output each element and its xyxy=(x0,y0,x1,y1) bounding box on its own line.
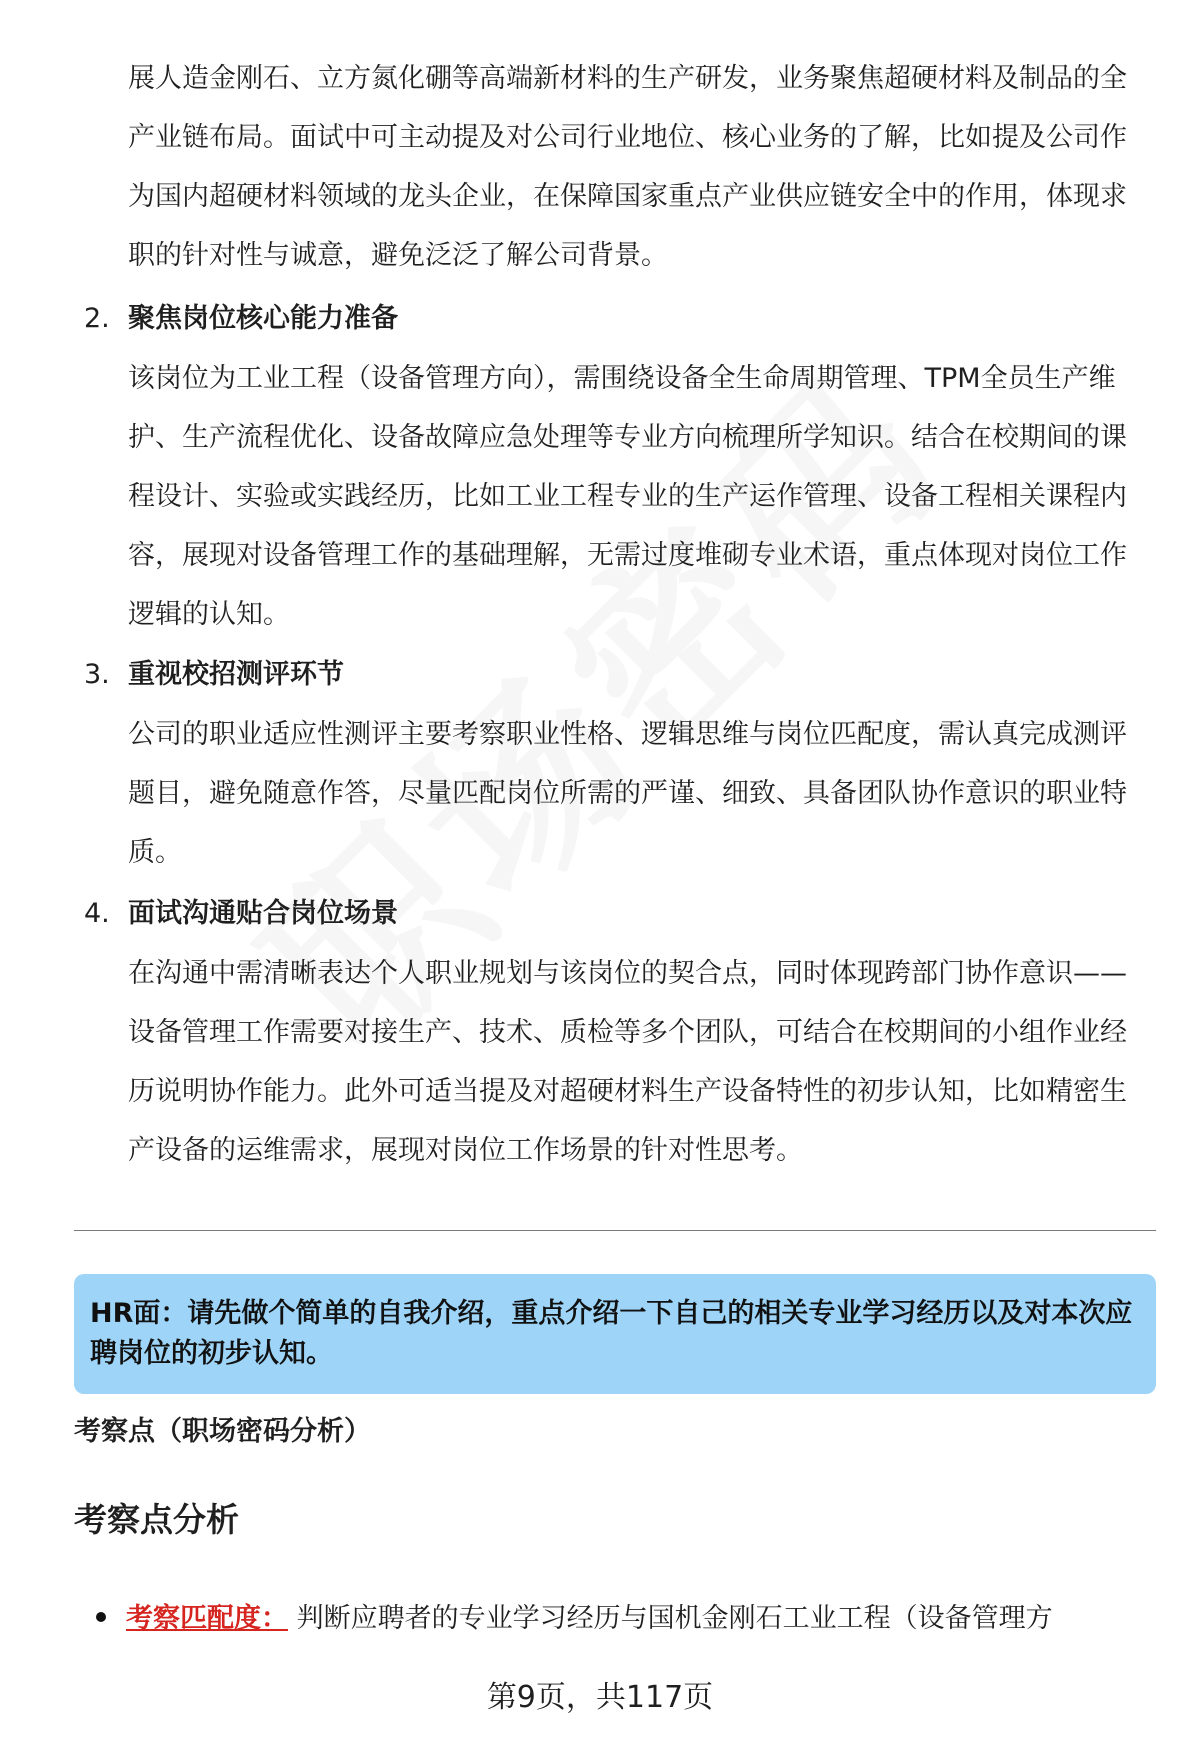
question-box: HR面：请先做个简单的自我介绍，重点介绍一下自己的相关专业学习经历以及对本次应聘岗位的初步认知。 xyxy=(74,1274,1156,1394)
list-item-body-3: 公司的职业适应性测评主要考察职业性格、逻辑思维与岗位匹配度，需认真完成测评题目，避免随意作答，尽量匹配岗位所需的严谨、细致、具备团队协作意识的职业特质。 xyxy=(128,719,1127,868)
sub-label: 考察点（职场密码分析） xyxy=(74,1416,371,1447)
bullet-item xyxy=(96,1599,1156,1639)
list-number: 2. xyxy=(84,303,110,334)
heading-text: 聚焦岗位核心能力准备 xyxy=(128,303,398,334)
list-item-heading-2 xyxy=(84,299,398,339)
section-divider xyxy=(74,1230,1156,1231)
list-number: 3. xyxy=(84,659,110,690)
bullet-label: 考察匹配度： xyxy=(126,1603,288,1634)
list-item-heading-4 xyxy=(84,894,398,934)
list-item-body-2: 该岗位为工业工程（设备管理方向），需围绕设备全生命周期管理、TPM全员生产维护、生产流程优化、设备故障应急处理等专业方向梳理所学知识。结合在校期间的课程设计、实验或实践经历，比如工业工程专业的生产运作管理、设备工程相关课程内容，展现对设备管理工作的基础理解，无需过度堆砌专业术语，重点体现对岗位工作逻辑的认知。 xyxy=(128,363,1127,630)
section-title: 考察点分析 xyxy=(74,1500,239,1539)
list-number: 4. xyxy=(84,898,110,929)
list-item-body-4: 在沟通中需清晰表达个人职业规划与该岗位的契合点，同时体现跨部门协作意识——设备管理工作需要对接生产、技术、质检等多个团队，可结合在校期间的小组作业经历说明协作能力。此外可适当提及对超硬材料生产设备特性的初步认知，比如精密生产设备的运维需求，展现对岗位工作场景的针对性思考。 xyxy=(128,958,1127,1166)
bullet-dot-icon xyxy=(96,1612,106,1622)
list-item-heading-3 xyxy=(84,655,344,695)
page-footer: 第9页，共117页 xyxy=(486,1680,714,1715)
heading-text: 面试沟通贴合岗位场景 xyxy=(128,898,398,929)
intro-paragraph: 展人造金刚石、立方氮化硼等高端新材料的生产研发，业务聚焦超硬材料及制品的全产业链布局。面试中可主动提及对公司行业地位、核心业务的了解，比如提及公司作为国内超硬材料领域的龙头企业，在保障国家重点产业供应链安全中的作用，体现求职的针对性与诚意，避免泛泛了解公司背景。 xyxy=(128,63,1127,271)
heading-text: 重视校招测评环节 xyxy=(128,659,344,690)
bullet-text: 判断应聘者的专业学习经历与国机金刚石工业工程（设备管理方 xyxy=(288,1603,1053,1634)
